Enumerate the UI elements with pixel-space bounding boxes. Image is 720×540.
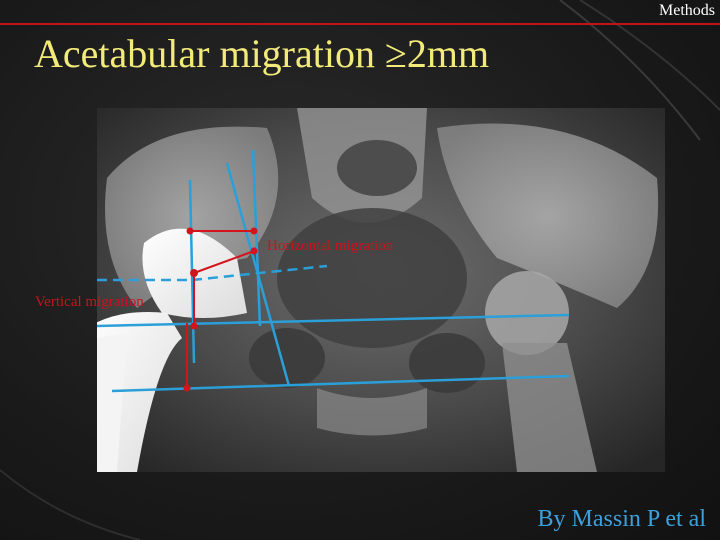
slide-title: Acetabular migration ≥2mm <box>34 31 490 76</box>
vertical-migration-label: Vertical migration <box>35 294 144 310</box>
header-rule <box>0 23 720 25</box>
author-credit: By Massin P et al <box>537 506 706 532</box>
horizontal-migration-label: Horizontal migration <box>267 238 394 254</box>
xray-drawing <box>97 108 665 472</box>
section-label: Methods <box>659 2 715 19</box>
pelvis-xray-image <box>97 108 665 472</box>
